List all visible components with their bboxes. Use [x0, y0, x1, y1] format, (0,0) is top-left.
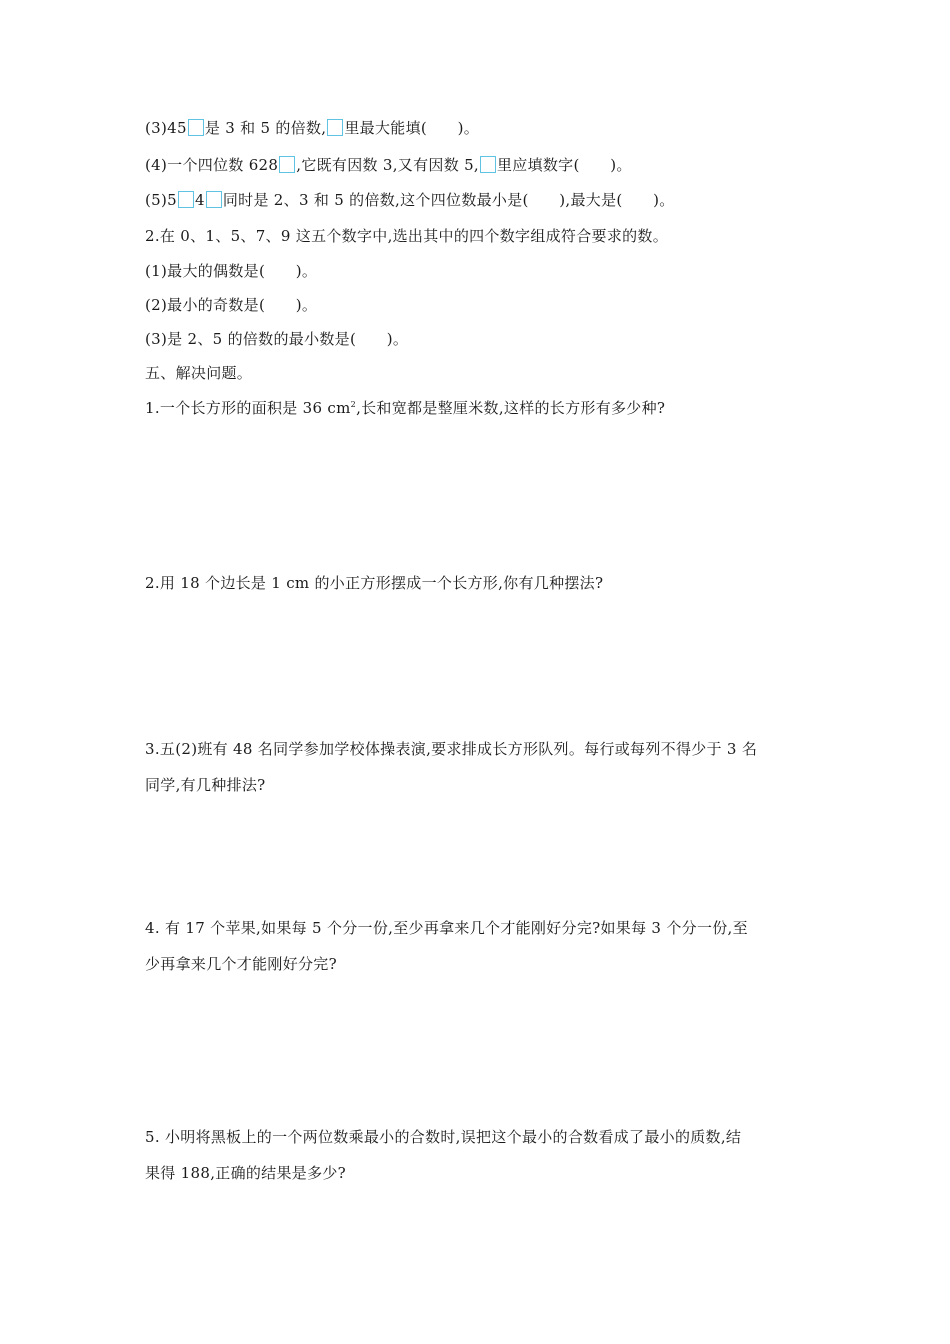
problem-2: 2.用 18 个边长是 1 cm 的小正方形摆成一个长方形,你有几种摆法?: [145, 574, 604, 592]
problem-4-line-1: 4. 有 17 个苹果,如果每 5 个分一份,至少再拿来几个才能刚好分完?如果每 3 个分一份,至: [145, 919, 748, 937]
problem-1-text-a: 1.一个长方形的面积是 36 cm: [145, 399, 351, 417]
q4-text-b: ,它既有因数 3,又有因数 5,: [296, 156, 479, 174]
section2-q1: (1)最大的偶数是( )。: [145, 262, 318, 280]
problem-1: [145, 398, 665, 418]
q4-text-a: (4)一个四位数 628: [145, 156, 279, 174]
q4-text-c: 里应填数字( )。: [496, 156, 632, 174]
problem-3-line-2: 同学,有几种排法?: [145, 776, 266, 794]
answer-box[interactable]: [279, 156, 295, 173]
fill-in-q4: [145, 155, 632, 175]
problem-5-line-1: 5. 小明将黑板上的一个两位数乘最小的合数时,误把这个最小的合数看成了最小的质数,结: [145, 1128, 742, 1146]
fill-in-q3: [145, 118, 479, 138]
q3-text-c: 里最大能填( )。: [344, 119, 480, 137]
section2-intro: 2.在 0、1、5、7、9 这五个数字中,选出其中的四个数字组成符合要求的数。: [145, 227, 669, 245]
answer-box[interactable]: [480, 156, 496, 173]
problem-5-line-2: 果得 188,正确的结果是多少?: [145, 1164, 347, 1182]
q5-text-b: 4: [195, 191, 205, 209]
section2-q3: (3)是 2、5 的倍数的最小数是( )。: [145, 330, 409, 348]
q3-text-b: 是 3 和 5 的倍数,: [204, 119, 327, 137]
section2-q2: (2)最小的奇数是( )。: [145, 296, 318, 314]
problem-1-text-b: ,长和宽都是整厘米数,这样的长方形有多少种?: [356, 399, 666, 417]
answer-box[interactable]: [327, 119, 343, 136]
answer-box[interactable]: [178, 191, 194, 208]
superscript: 2: [350, 400, 357, 409]
fill-in-q5: [145, 190, 675, 210]
q5-text-c: 同时是 2、3 和 5 的倍数,这个四位数最小是( ),最大是( )。: [222, 191, 675, 209]
q3-text-a: (3)45: [145, 119, 187, 137]
problem-3-line-1: 3.五(2)班有 48 名同学参加学校体操表演,要求排成长方形队列。每行或每列不得少于 3 名: [145, 740, 758, 758]
section5-heading: 五、解决问题。: [145, 364, 253, 382]
answer-box[interactable]: [206, 191, 222, 208]
problem-4-line-2: 少再拿来几个才能刚好分完?: [145, 955, 337, 973]
q5-text-a: (5)5: [145, 191, 177, 209]
answer-box[interactable]: [188, 119, 204, 136]
